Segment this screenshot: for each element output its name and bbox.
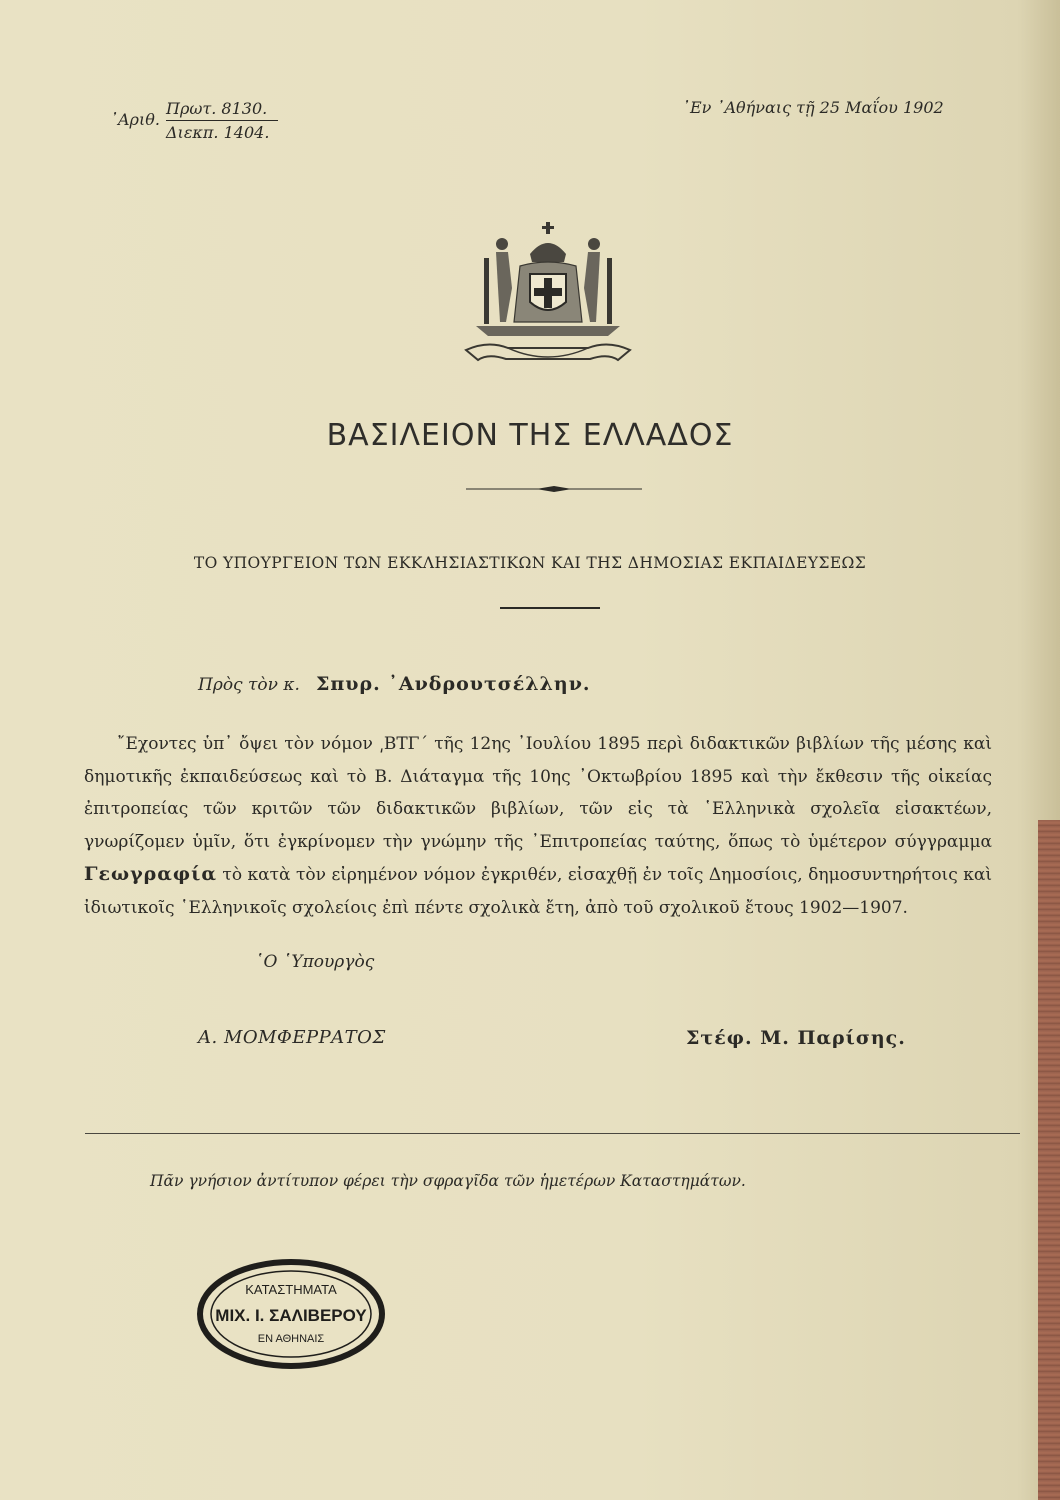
undersecretary-label: ῾Ο ῾Υπουργὸς: [255, 952, 375, 972]
salutation: [198, 673, 591, 695]
diekp-number: Διεκπ. 1404.: [166, 123, 270, 142]
book-title: Γεωγραφία: [84, 863, 217, 885]
salutation-prefix: Πρὸς τὸν κ.: [198, 675, 300, 695]
signer-name: Στέφ. Μ. Παρίσης.: [686, 1027, 906, 1049]
ref-fraction: [166, 98, 278, 143]
royal-coat-of-arms-icon: [458, 218, 638, 378]
stamp-line3: ΕΝ ΑΘΗΝΑΙΣ: [257, 1333, 325, 1345]
body-text-part2: τὸ κατὰ τὸν εἰρημένον νόμον ἐγκριθέν, εἰσαχθῇ ἐν τοῖς Δημοσίοις, δημοσυντηρήτοις καὶ ἰδιωτικοῖς ῾Ελληνικοῖς σχολείοις ἐπὶ πέντε σχολικὰ ἔτη, ἀπὸ τοῦ σχολικοῦ ἔτους 1902—1907.: [84, 865, 992, 918]
protocol-number: Πρωτ. 8130.: [166, 99, 268, 118]
publisher-oval-stamp: [196, 1258, 386, 1370]
footer-divider: [85, 1133, 1020, 1134]
ref-label: ᾿Αριθ.: [110, 110, 160, 129]
date-line: ᾿Εν ᾿Αθήναις τῇ 25 Μαΐου 1902: [682, 98, 944, 117]
body-text-part1: ῎Εχοντες ὑπ᾿ ὄψει τὸν νόμον ͵ΒΤΓ´ τῆς 12ης ᾿Ιουλίου 1895 περὶ διδακτικῶν βιβλίων τῆς μέσης καὶ δημοτικῆς ἐκπαιδεύσεως καὶ τὸ Β. Διάταγμα τῆς 10ης ᾿Οκτωβρίου 1895 καὶ τὴν ἔκθεσιν τῆς οἰκείας ἐπιτροπείας τῶν κριτῶν τῶν διδακτικῶν βιβλίων, τῶν εἰς τὰ ῾Ελληνικὰ σχολεῖα εἰσακτέων, γνωρίζομεν ὑμῖν, ὅτι ἐγκρίνομεν τὴν γνώμην τῆς ᾿Επιτροπείας ταύτης, ὅπως τὸ ὑμέτερον σύγγραμμα: [84, 734, 992, 852]
footer-note: Πᾶν γνήσιον ἀντίτυπον φέρει τὴν σφραγῖδα τῶν ἡμετέρων Καταστημάτων.: [150, 1172, 746, 1190]
minister-name: Α. ΜΟΜΦΕΡΡΑΤΟΣ: [198, 1027, 386, 1048]
recipient-name: Σπυρ. ᾿Ανδρουτσέλλην.: [315, 673, 591, 695]
section-divider: [500, 607, 600, 609]
letter-body: [84, 728, 992, 924]
kingdom-title: ΒΑΣΙΛΕΙΟΝ ΤΗΣ ΕΛΛΑΔΟΣ: [326, 418, 734, 453]
stamp-line1: ΚΑΤΑΣΤΗΜΑΤΑ: [245, 1282, 337, 1297]
fraction-line: [166, 120, 278, 121]
divider-ornament: [466, 484, 642, 494]
ministry-title: ΤΟ ΥΠΟΥΡΓΕΙΟΝ ΤΩΝ ΕΚΚΛΗΣΙΑΣΤΙΚΩΝ ΚΑΙ ΤΗΣ ΔΗΜΟΣΙΑΣ ΕΚΠΑΙΔΕΥΣΕΩΣ: [193, 554, 867, 572]
stamp-line2: ΜΙΧ. Ι. ΣΑΛΙΒΕΡΟΥ: [215, 1306, 367, 1325]
binding-edge: [1038, 820, 1060, 1500]
